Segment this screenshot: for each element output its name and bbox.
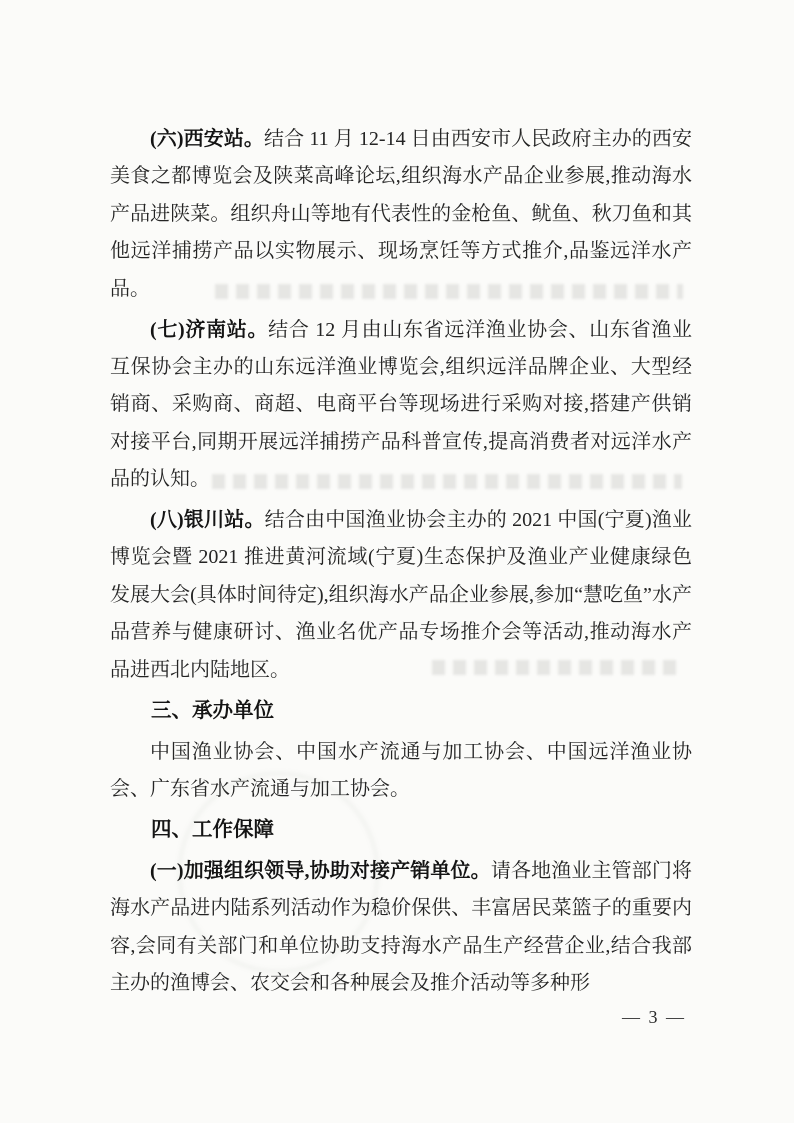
para-yinchuan-station-lead: (八)银川站。 (150, 509, 265, 532)
para-jinan-station-lead: (七)济南站。 (150, 318, 269, 341)
para-yinchuan-station-text: 结合由中国渔业协会主办的 2021 中国(宁夏)渔业博览会暨 2021 推进黄河流域(宁夏)生态保护及渔业产业健康绿色发展大会(具体时间待定),组织海水产品企业参展,参加“慧吃鱼”水产品营养与健康研讨、渔业名优产品专场推介会等活动,推动海水产品进西北内陆地区。 (110, 509, 692, 681)
bleed-through-artifact (215, 284, 683, 299)
bleed-through-artifact (432, 660, 684, 675)
para-xian-station-text: 结合 11 月 12-14 日由西安市人民政府主办的西安美食之都博览会及陕菜高峰论坛,组织海水产品企业参展,推动海水产品进陕菜。组织舟山等地有代表性的金枪鱼、鱿鱼、秋刀鱼和其他远洋捕捞产品以实物展示、现场烹饪等方式推介,品鉴远洋水产品。 (110, 128, 693, 300)
para-strengthen-leadership-lead: (一)加强组织领导,协助对接产销单位。 (150, 859, 491, 882)
heading-organizers: 三、承办单位 (151, 699, 274, 722)
para-organizers: 中国渔业协会、中国水产流通与加工协会、中国远洋渔业协会、广东省水产流通与加工协会。 (110, 740, 692, 800)
para-strengthen-leadership-text: 请各地渔业主管部门将海水产品进内陆系列活动作为稳价保供、丰富居民菜篮子的重要内容,会同有关部门和单位协助支持海水产品生产经营企业,结合我部主办的渔博会、农交会和各种展会及推介活动等多种形 (110, 859, 692, 994)
stamp-bleed-through-artifact (178, 772, 379, 973)
bleed-through-artifact (212, 474, 682, 489)
para-xian-station-lead: (六)西安站。 (150, 128, 265, 150)
page-number: — 3 — (622, 1007, 686, 1027)
para-jinan-station-text: 结合 12 月由山东省远洋渔业协会、山东省渔业互保协会主办的山东远洋渔业博览会,组织远洋品牌企业、大型经销商、采购商、商超、电商平台等现场进行采购对接,搭建产供销对接平台,同期开展远洋捕捞产品科普宣传,提高消费者对远洋水产品的认知。 (110, 318, 693, 491)
heading-work-support: 四、工作保障 (151, 818, 274, 841)
para-jinan-station (110, 312, 692, 499)
para-xian-station (110, 121, 692, 308)
